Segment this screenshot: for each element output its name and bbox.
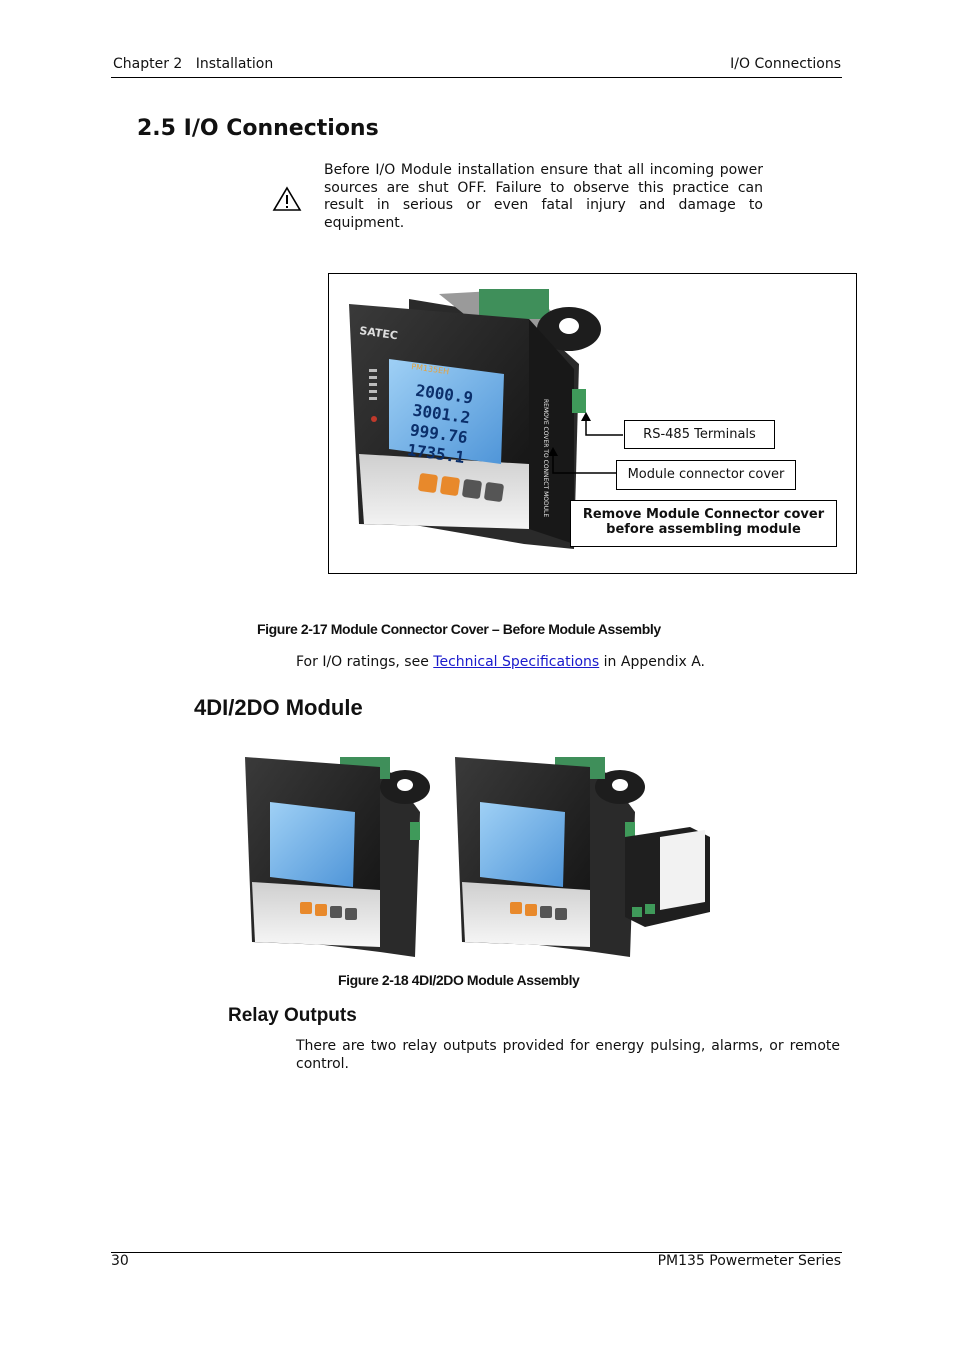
section-title: 2.5 I/O Connections bbox=[137, 116, 379, 141]
io-module bbox=[625, 827, 710, 927]
device-brand: SATEC bbox=[358, 324, 399, 343]
ratings-text bbox=[296, 653, 705, 671]
lcd-value-4: 1735.1 bbox=[406, 440, 466, 467]
header-rule bbox=[111, 77, 842, 78]
cover-label: REMOVE COVER TO CONNECT MODULE bbox=[542, 399, 549, 518]
device-left bbox=[245, 757, 430, 957]
lcd-value-3: 999.76 bbox=[408, 420, 469, 448]
ratings-prefix: For I/O ratings, see bbox=[296, 654, 434, 670]
module-title: 4DI/2DO Module bbox=[194, 695, 363, 720]
figure-caption-2-18: Figure 2-18 4DI/2DO Module Assembly bbox=[338, 972, 580, 988]
ratings-suffix: in Appendix A. bbox=[599, 654, 705, 670]
header-chapter-number: Chapter 2 bbox=[113, 56, 183, 72]
warning-triangle-icon bbox=[272, 186, 302, 216]
relay-outputs-text: There are two relay outputs provided for energy pulsing, alarms, or remote control. bbox=[296, 1038, 840, 1072]
technical-specifications-link[interactable]: Technical Specifications bbox=[433, 654, 600, 670]
lcd-value-1: 2000.9 bbox=[414, 380, 475, 408]
warning-text: Before I/O Module installation ensure that all incoming power sources are shut OFF. Failure to observe this practice can result in serious or even fatal injury and damage to equipment. bbox=[324, 162, 763, 231]
header-chapter bbox=[113, 56, 273, 72]
device-model: PM135EH bbox=[410, 362, 450, 377]
page-number: 30 bbox=[111, 1253, 129, 1269]
header-section: I/O Connections bbox=[730, 56, 841, 72]
header-chapter-title: Installation bbox=[195, 56, 274, 72]
figure-caption-2-17: Figure 2-17 Module Connector Cover – Before Module Assembly bbox=[257, 621, 661, 637]
callout-module-connector-cover: Module connector cover bbox=[616, 460, 796, 490]
callout-rs485-terminals: RS-485 Terminals bbox=[624, 420, 775, 449]
lcd-value-2: 3001.2 bbox=[411, 400, 472, 428]
module-assembly-image bbox=[240, 752, 720, 967]
relay-outputs-title: Relay Outputs bbox=[228, 1005, 357, 1026]
figure-module-connector-cover bbox=[328, 273, 857, 574]
footer-series: PM135 Powermeter Series bbox=[657, 1253, 841, 1269]
callout-remove-cover: Remove Module Connector cover before assembling module bbox=[570, 500, 837, 547]
device-right bbox=[455, 757, 645, 957]
